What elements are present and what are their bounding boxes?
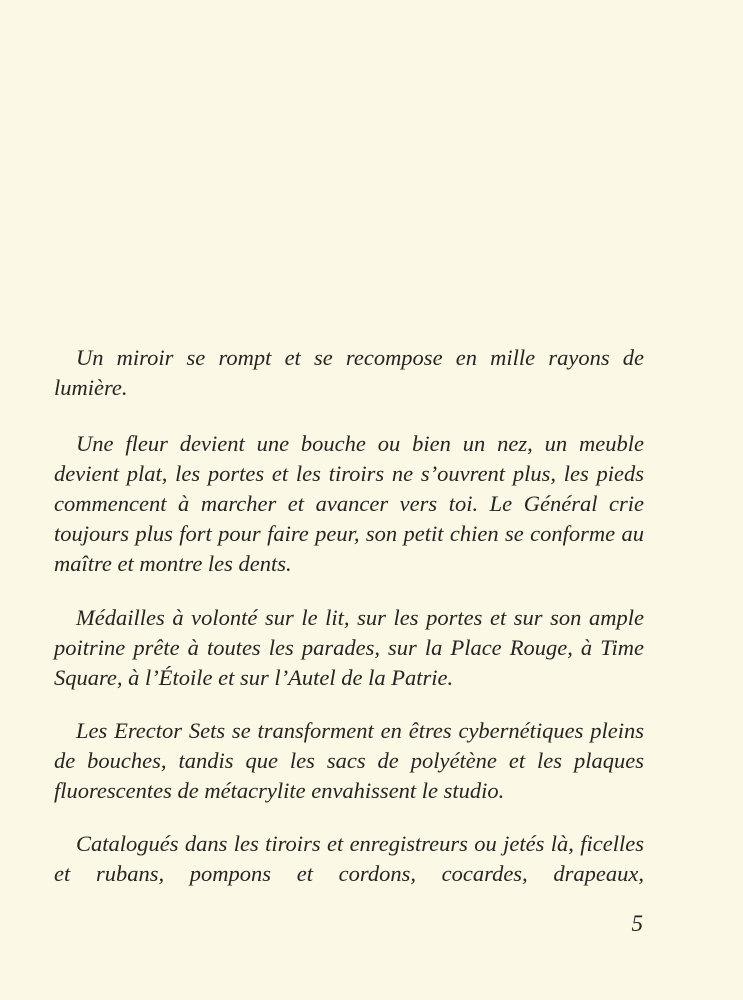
paragraph-mirror: Un miroir se rompt et se recompose en mille rayons de lumière. <box>54 345 644 400</box>
page-number: 5 <box>631 911 643 936</box>
paragraph-medals: Médailles à volonté sur le lit, sur les portes et sur son ample poitrine prête à toutes les parades, sur la Place Rouge, à Time Square, à l’Étoile et sur l’Autel de la Patrie. <box>54 605 644 690</box>
paragraph-catalogued: Catalogués dans les tiroirs et enregistreurs ou jetés là, ficelles et rubans, pompons et cordons, cocardes, drapeaux, <box>54 831 644 886</box>
paragraph-flower: Une fleur devient une bouche ou bien un nez, un meuble devient plat, les portes et les tiroirs ne s’ouvrent plus, les pieds commencent à marcher et avancer vers toi. Le Général crie toujours plus fort pour faire peur, son petit chien se conforme au maître et montre les dents. <box>54 431 644 576</box>
paragraph-erector-sets: Les Erector Sets se transforment en êtres cybernétiques pleins de bouches, tandis que les sacs de polyétène et les plaques fluorescentes de métacrylite envahissent le studio. <box>54 718 644 803</box>
